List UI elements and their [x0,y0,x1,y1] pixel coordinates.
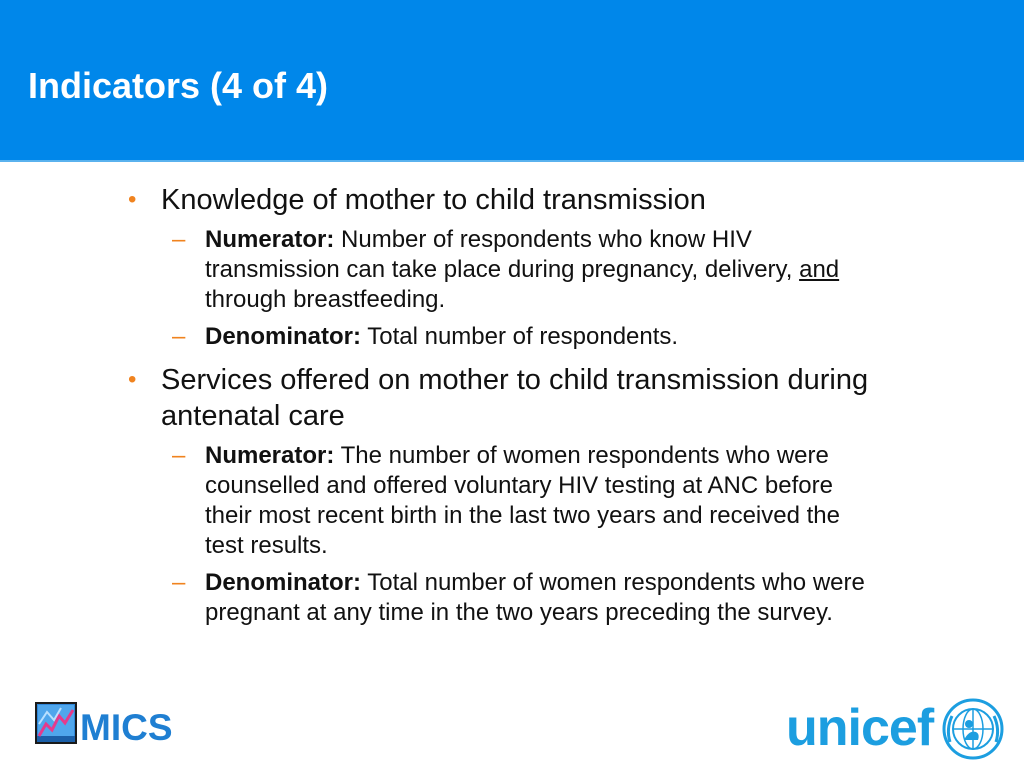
sub-bullet-text: Number of respondents who know HIV transmission can take place during pregnancy, delivery, [205,226,800,283]
sub-bullet-item [118,568,865,628]
sub-bullet-text: Total number of women respondents who were pregnant at any time in the two years preceding the survey. [205,569,865,626]
dash-marker-icon: – [172,226,186,253]
mics-chart-icon [35,702,77,744]
bullet-marker-icon: • [128,186,137,213]
bullet-text: Knowledge of mother to child transmission [161,184,706,216]
bullet-text: Services offered on mother to child transmission during antenatal care [161,364,869,432]
bullet-item [118,362,948,434]
denominator-label: Denominator: [205,569,361,596]
sub-bullet-item [118,225,865,315]
sub-bullet-text: Total number of respondents. [361,323,679,350]
underlined-word: and [799,256,840,283]
dash-marker-icon: – [172,323,186,350]
numerator-label: Numerator: [205,442,335,469]
numerator-label: Numerator: [205,226,335,253]
title-bar [0,0,1024,162]
slide-content [118,182,948,628]
sub-bullet-item [118,441,865,561]
unicef-emblem-icon [942,698,1004,760]
unicef-logo [786,696,1008,762]
dash-marker-icon: – [172,442,186,469]
mics-logo [35,702,185,748]
title-bar-divider [0,160,1024,162]
sub-bullet-text: through breastfeeding. [205,286,446,313]
sub-bullet-item [118,322,865,352]
sub-bullet-text: The number of women respondents who were counselled and offered voluntary HIV testing at ANC before their most recent birth in the last two years and received the test results. [205,442,840,559]
bullet-marker-icon: • [128,366,137,393]
dash-marker-icon: – [172,569,186,596]
unicef-wordmark: unicef [786,699,934,757]
slide-title: Indicators (4 of 4) [28,65,329,106]
denominator-label: Denominator: [205,323,361,350]
mics-wordmark: MICS [80,707,173,748]
bullet-item [118,182,948,218]
